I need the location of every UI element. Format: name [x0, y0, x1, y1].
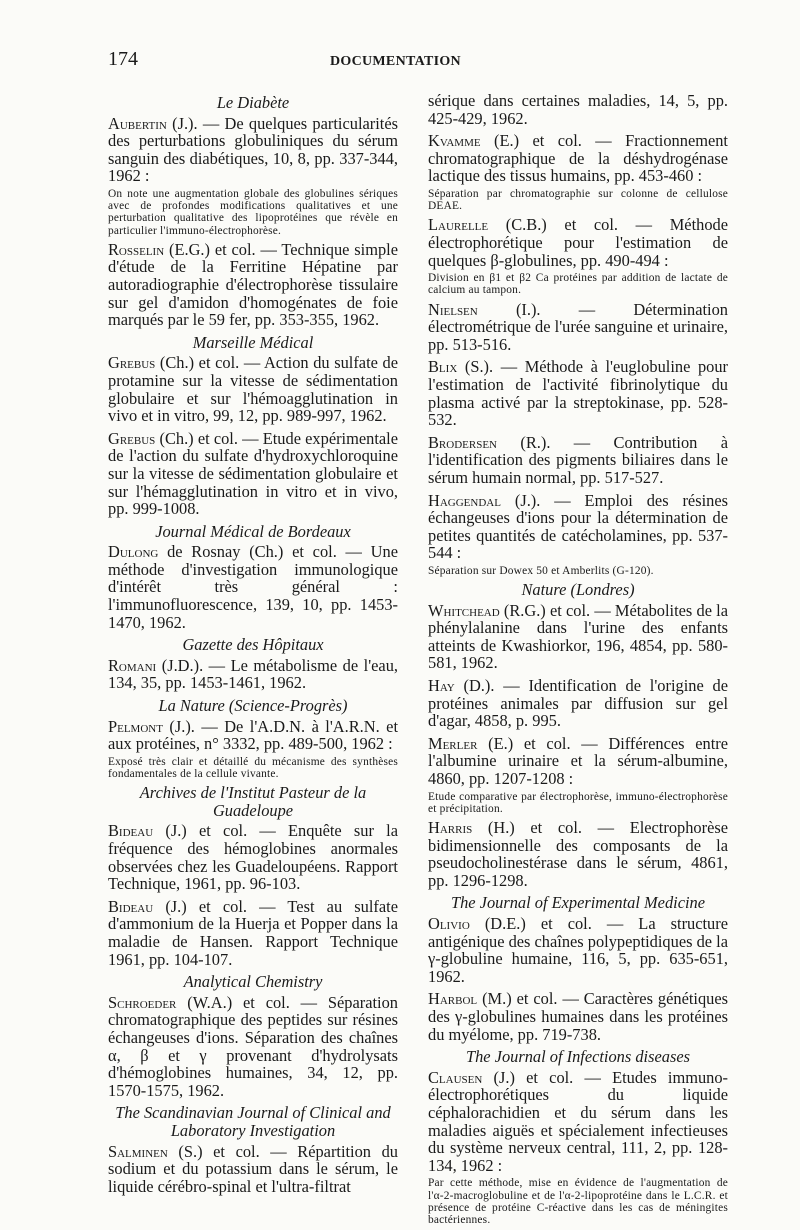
author-name: Aubertin	[108, 113, 167, 133]
author-name: Salminen	[108, 1141, 168, 1161]
journal-title: Le Diabète	[216, 93, 290, 112]
reference-entry	[108, 354, 398, 424]
reference-text: (I.). — Détermination électrométrique de l'urée sanguine et urinaire, pp. 513-516.	[428, 299, 728, 354]
reference-entry	[428, 301, 728, 354]
journal-title: The Journal of Experimental Medicine	[451, 893, 705, 913]
author-name: Rosselin	[108, 239, 165, 259]
journal-title: The Journal of Infections diseases	[466, 1047, 690, 1067]
author-name: Bideau	[108, 821, 154, 841]
abstract-note: Division en β1 et β2 Ca protéines par addition de lactate de calcium au tampon.	[428, 272, 728, 297]
reference-text: (J.) et col. — Etudes immuno-électrophorétiques du liquide céphalorachidien et du sérum dans les maladies aiguës et spécialement infectieuses du système nerveux central, 111, 2, pp. 128-134, 1962 :	[428, 1067, 728, 1175]
reference-entry	[428, 216, 728, 269]
reference-text: (M.) et col. — Caractères génétiques des γ-globulines humaines dans les protéines du myélome, pp. 719-738.	[428, 989, 728, 1044]
author-name: Pelmont	[108, 716, 163, 736]
reference-text: (J.). — Emploi des résines échangeuses d'ions pour la détermination de petites quantités de catécholamines, pp. 537-544 :	[428, 490, 728, 563]
reference-entry	[428, 735, 728, 788]
reference-text: (H.) et col. — Electrophorèse bidimensionnelle des composants de la pseudocholinestérase dans le sérum, 4861, pp. 1296-1298.	[428, 818, 728, 890]
page-number: 174	[108, 48, 138, 70]
reference-text: sérique dans certaines maladies, 14, 5, pp. 425-429, 1962.	[428, 91, 728, 128]
reference-entry	[428, 990, 728, 1043]
author-name: Harbol	[428, 989, 478, 1009]
reference-entry	[428, 819, 728, 889]
author-name: Bideau	[108, 896, 154, 916]
abstract-note: Par cette méthode, mise en évidence de l'augmentation de l'α-2-macroglobuline et de l'α-2-lipoprotéine dans le L.C.R. et présence de protéine C-réactive dans les cas de méningites bactériennes.	[428, 1177, 728, 1226]
reference-entry	[428, 492, 728, 562]
abstract-note: Etude comparative par électrophorèse, immuno-électrophorèse et précipitation.	[428, 790, 728, 815]
reference-text: (Ch.) et col. — Etude expérimentale de l'action du sulfate d'hydroxychloroquine sur la vitesse de sédimentation globulaire et sur l'hémagglutination in vitro et in vivo, pp. 999-1008.	[108, 428, 398, 519]
reference-text: (J.D.). — Le métabolisme de l'eau, 134, 35, pp. 1453-1461, 1962.	[108, 655, 398, 693]
journal-title: Journal Médical de Bordeaux	[155, 521, 351, 541]
reference-text: (W.A.) et col. — Séparation chromatographique des peptides sur résines échangeuses d'ions. Séparation des chaînes α, β et γ provenant d'hydrolysats d'hémoglobines humaines, 34, 12, pp. 1570-1575, 1962.	[108, 992, 398, 1100]
reference-text: (D.). — Identification de l'origine de protéines animales par diffusion sur gel d'agar, 4858, p. 995.	[428, 676, 728, 731]
author-name: Olivio	[428, 913, 470, 933]
journal-title: The Scandinavian Journal of Clinical and Laboratory Investigation	[115, 1103, 391, 1140]
abstract-note: Séparation sur Dowex 50 et Amberlits (G-120).	[428, 564, 654, 577]
right-column	[428, 92, 728, 1230]
author-name: Whitchead	[428, 600, 500, 620]
author-name: Hay	[428, 676, 455, 696]
reference-text: (S.). — Méthode à l'euglobuline pour l'estimation de l'activité fibrinolytique du plasma activé par la streptokinase, pp. 528-532.	[428, 357, 728, 430]
abstract-note: Exposé très clair et détaillé du mécanisme des synthèses fondamentales de la cellule vivante.	[108, 755, 398, 781]
journal-title: Archives de l'Institut Pasteur de la Guadeloupe	[139, 783, 367, 820]
journal-title: Marseille Médical	[192, 332, 314, 352]
reference-entry	[428, 132, 728, 185]
reference-text: (C.B.) et col. — Méthode électrophorétique pour l'estimation de quelques β-globulines, pp. 490-494 :	[428, 215, 728, 270]
reference-entry	[108, 994, 398, 1100]
reference-text: (J.) et col. — Test au sulfate d'ammonium de la Huerja et Popper dans la maladie de Hansen. Rapport Technique 1961, pp. 104-107.	[108, 896, 398, 969]
reference-entry	[428, 602, 728, 672]
reference-entry	[428, 677, 728, 730]
reference-entry	[108, 657, 398, 692]
reference-text: (R.G.) et col. — Métabolites de la phénylalanine dans l'urine des enfants atteints de Kwashiorkor, 196, 4854, pp. 580-581, 1962.	[428, 600, 728, 673]
author-name: Kvamme	[428, 131, 481, 151]
reference-text: (J.). — De quelques particularités des perturbations globuliniques du sérum sanguin des diabétiques, 10, 8, pp. 337-344, 1962 :	[108, 113, 398, 186]
running-head: DOCUMENTATION	[330, 54, 461, 69]
left-column	[108, 92, 398, 1200]
reference-entry	[108, 898, 398, 968]
author-name: Grebus	[108, 428, 156, 448]
author-name: Haggendal	[428, 490, 501, 510]
reference-text: de Rosnay (Ch.) et col. — Une méthode d'investigation immunologique d'intérêt très général : l'immunofluorescence, 139, 10, pp. 1453-1470, 1962.	[108, 542, 398, 632]
reference-text: (E.) et col. — Fractionnement chromatographique de la déshydrogénase lactique des tissus humains, pp. 453-460 :	[428, 131, 728, 186]
reference-entry	[428, 92, 728, 127]
reference-entry	[108, 241, 398, 329]
reference-entry	[428, 434, 728, 487]
author-name: Brodersen	[428, 432, 497, 452]
reference-text: (Ch.) et col. — Action du sulfate de protamine sur la vitesse de sédimentation globulaire et sur l'hémoagglutination in vivo et in vitro, 99, 12, pp. 989-997, 1962.	[108, 353, 398, 426]
author-name: Schroeder	[108, 992, 177, 1012]
abstract-note: Séparation par chromatographie sur colonne de cellulose DEAE.	[428, 187, 728, 213]
reference-text: (E.) et col. — Différences entre l'albumine urinaire et la sérum-albumine, 4860, pp. 1207-1208 :	[428, 733, 728, 789]
reference-text: (E.G.) et col. — Technique simple d'étude de la Ferritine Hépatine par autoradiographie d'électrophorèse tissulaire sur gel d'amidon d'homogénates de foie marqués par le 59 fer, pp. 353-355, 1962.	[108, 239, 398, 330]
reference-entry	[108, 543, 398, 631]
author-name: Laurelle	[428, 215, 489, 235]
author-name: Merler	[428, 733, 478, 753]
reference-text: (J.) et col. — Enquête sur la fréquence des hémoglobines anormales observées chez les Guadeloupéens. Rapport Technique, 1961, pp. 96-103.	[108, 821, 398, 894]
author-name: Blix	[428, 357, 458, 377]
reference-text: (J.). — De l'A.D.N. à l'A.R.N. et aux protéines, n° 3332, pp. 489-500, 1962 :	[108, 716, 398, 754]
reference-entry	[428, 1069, 728, 1175]
reference-entry	[108, 1143, 398, 1196]
reference-entry	[428, 358, 728, 428]
reference-entry	[108, 718, 398, 753]
author-name: Clausen	[428, 1067, 483, 1087]
journal-title: Gazette des Hôpitaux	[182, 635, 324, 655]
author-name: Romani	[108, 655, 157, 675]
reference-text: (R.). — Contribution à l'identification des pigments biliaires dans le sérum humain normal, pp. 517-527.	[428, 432, 728, 487]
author-name: Grebus	[108, 353, 156, 373]
reference-entry	[108, 822, 398, 892]
reference-text: (S.) et col. — Répartition du sodium et du potassium dans le sérum, le liquide cérébro-spinal et l'ultra-filtrat	[108, 1141, 398, 1196]
author-name: Harris	[428, 818, 473, 838]
reference-entry	[428, 915, 728, 985]
journal-title: La Nature (Science-Progrès)	[158, 696, 348, 716]
reference-text: (D.E.) et col. — La structure antigénique des chaînes polypeptidiques de la γ-globuline humaine, 116, 5, pp. 635-651, 1962.	[428, 913, 728, 986]
abstract-note: On note une augmentation globale des globulines sériques avec de profondes modifications qualitatives et une perturbation qualitative des lipoprotéines que révèle en particulier l'immuno-électrophorèse.	[108, 187, 398, 237]
author-name: Nielsen	[428, 299, 478, 319]
reference-entry	[108, 115, 398, 185]
author-name: Dulong	[108, 542, 159, 562]
journal-title: Nature (Londres)	[521, 580, 635, 600]
reference-entry	[108, 430, 398, 518]
journal-title: Analytical Chemistry	[183, 972, 323, 992]
